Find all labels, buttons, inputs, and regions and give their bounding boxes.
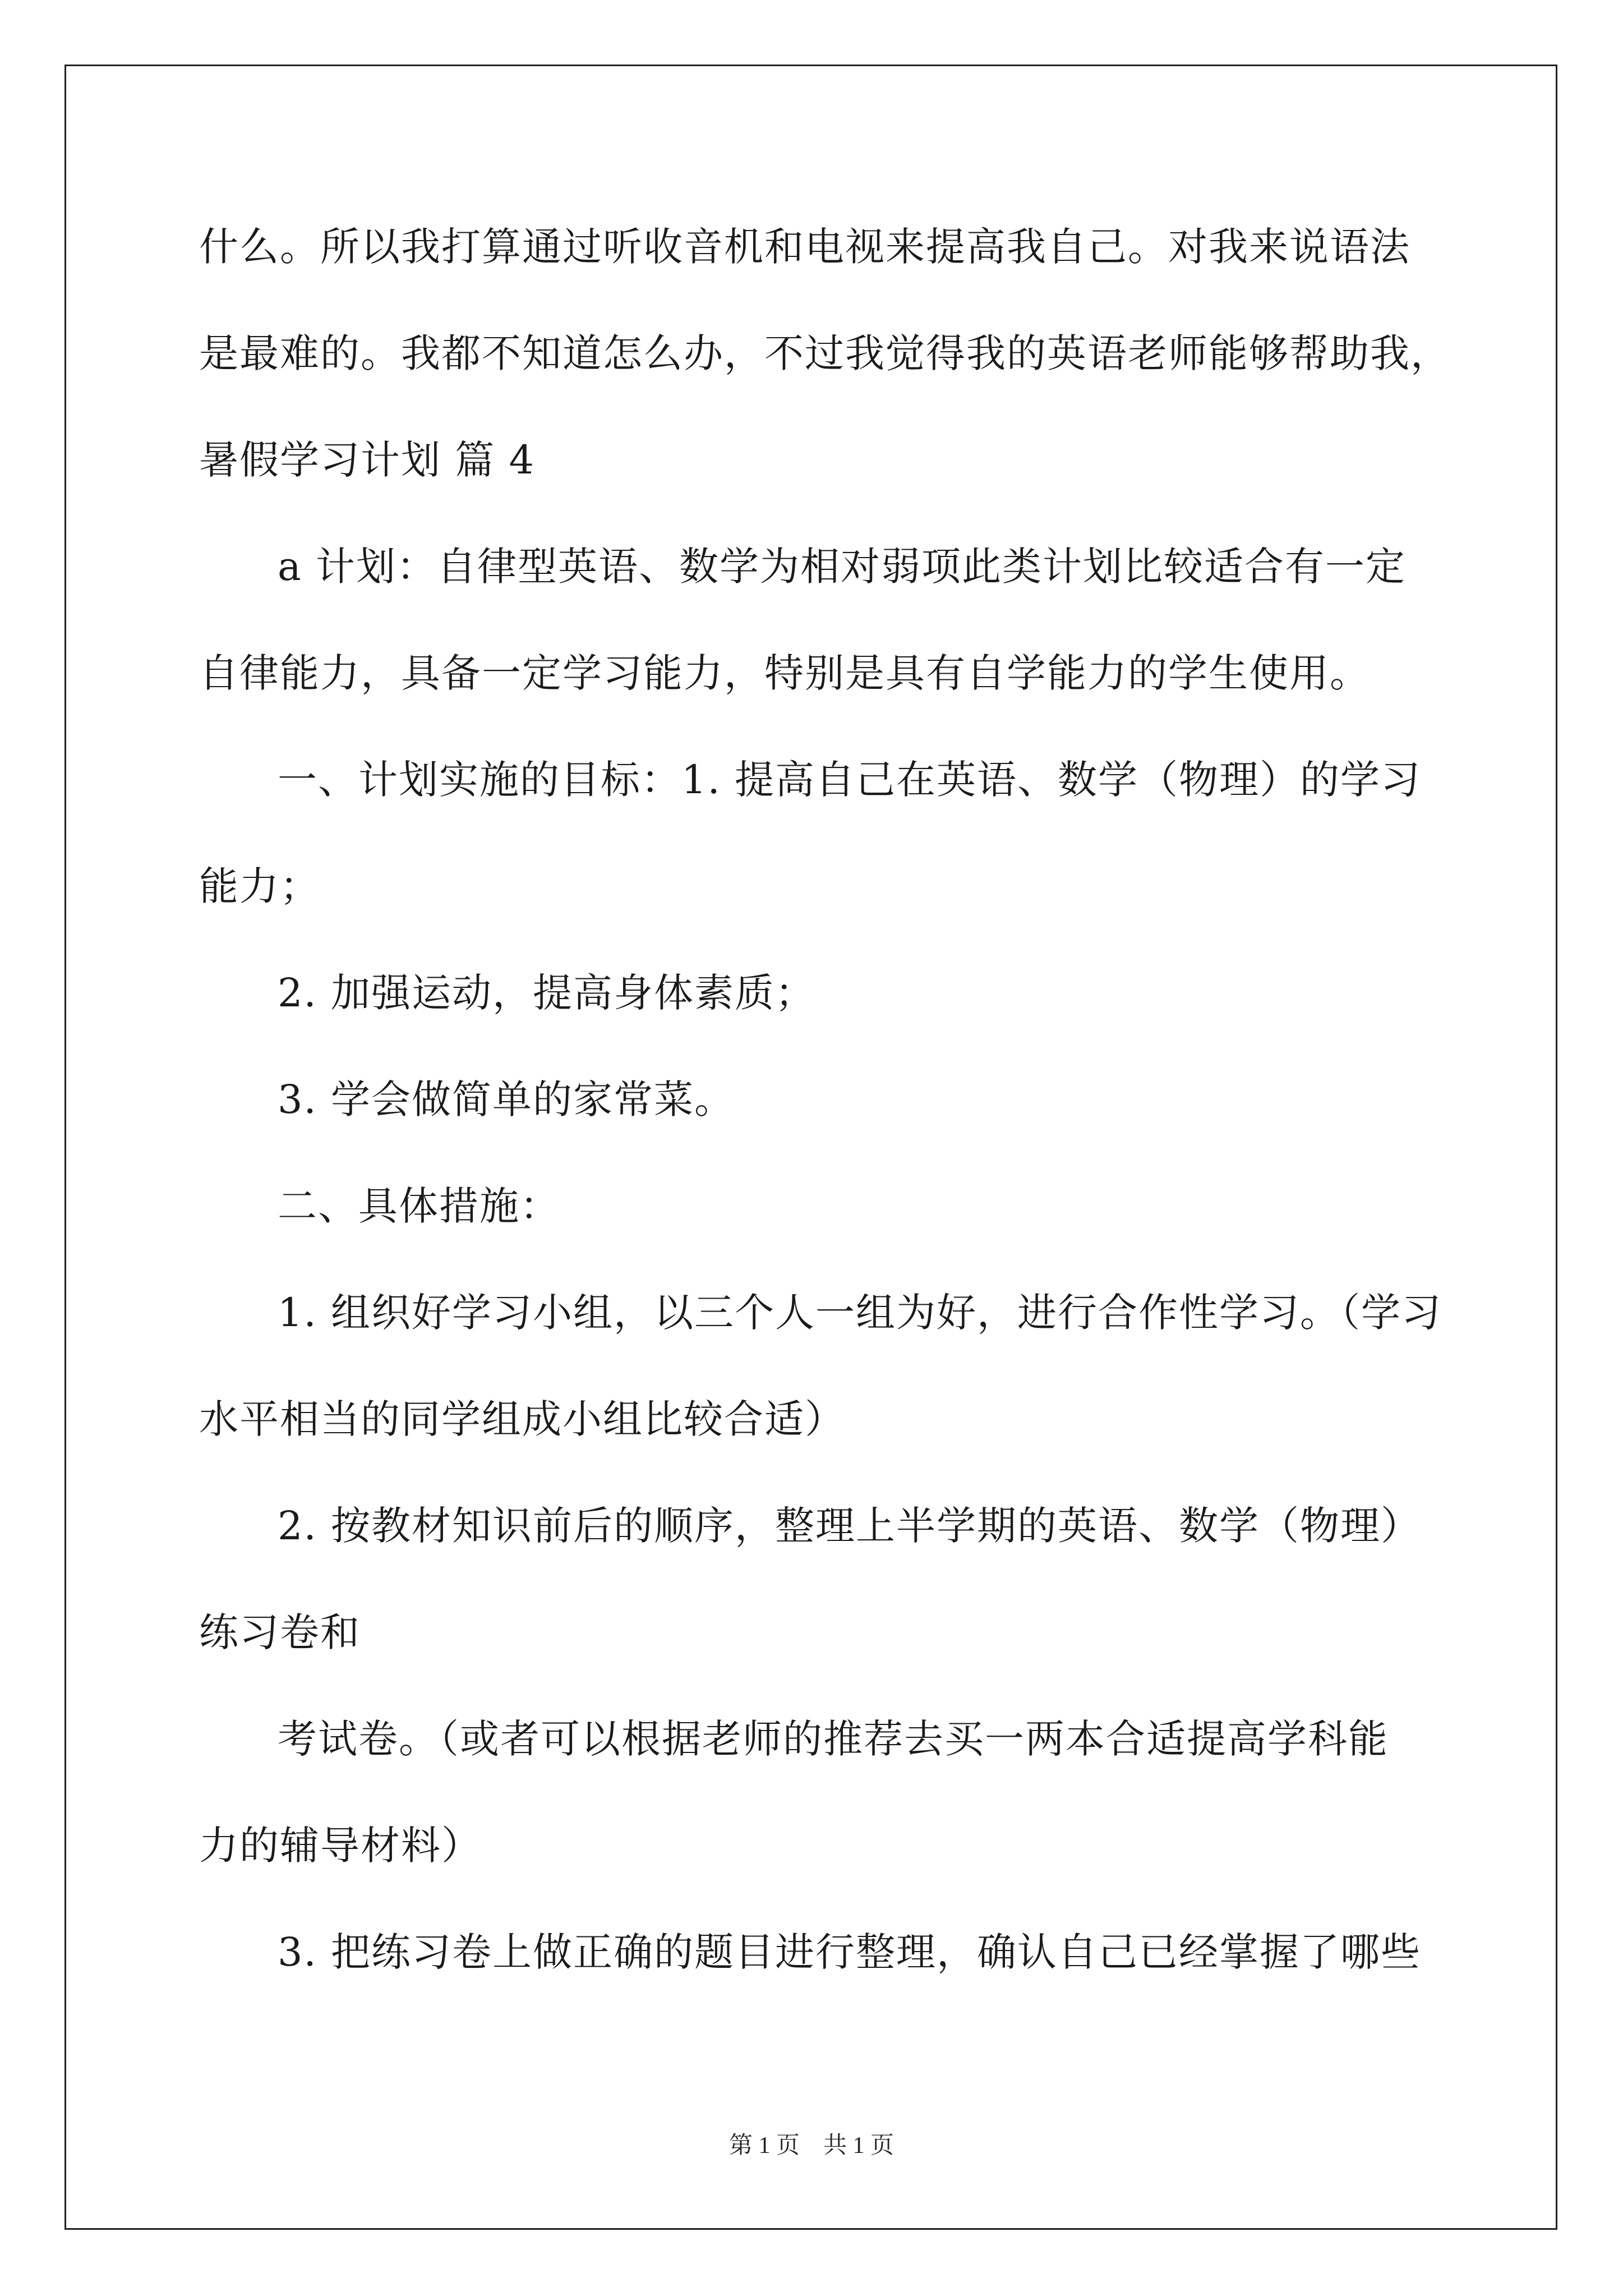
text-line: 自律能力，具备一定学习能力，特别是具有自学能力的学生使用。 bbox=[199, 650, 1370, 696]
text-line: 2. 加强运动，提高身体素质； bbox=[278, 970, 816, 1016]
text-line: 3. 学会做简单的家常菜。 bbox=[278, 1076, 735, 1122]
text-line: 一、计划实施的目标：1. 提高自己在英语、数学（物理）的学习 bbox=[278, 757, 1422, 803]
text-line: 力的辅导材料） bbox=[199, 1823, 482, 1869]
text-line: 水平相当的同学组成小组比较合适） bbox=[199, 1396, 845, 1442]
text-line: 3. 把练习卷上做正确的题目进行整理，确认自己已经掌握了哪些 bbox=[278, 1929, 1422, 1975]
text-line: 是最难的。我都不知道怎么办，不过我觉得我的英语老师能够帮助我， bbox=[199, 330, 1451, 376]
page-border bbox=[64, 65, 1557, 2230]
text-line: a 计划：自律型英语、数学为相对弱项此类计划比较适合有一定 bbox=[278, 544, 1406, 590]
section-heading: 暑假学习计划 篇 4 bbox=[199, 437, 536, 483]
text-line: 二、具体措施： bbox=[278, 1183, 560, 1229]
text-line: 练习卷和 bbox=[199, 1609, 361, 1655]
text-line: 2. 按教材知识前后的顺序，整理上半学期的英语、数学（物理） bbox=[278, 1503, 1422, 1549]
text-line: 什么。所以我打算通过听收音机和电视来提高我自己。对我来说语法 bbox=[199, 224, 1410, 270]
text-line: 考试卷。（或者可以根据老师的推荐去买一两本合适提高学科能 bbox=[278, 1716, 1389, 1762]
text-line: 能力； bbox=[199, 863, 320, 909]
page-footer: 第 1 页 共 1 页 bbox=[728, 2133, 894, 2159]
text-line: 1. 组织好学习小组，以三个人一组为好，进行合作性学习。（学习 bbox=[278, 1290, 1442, 1336]
